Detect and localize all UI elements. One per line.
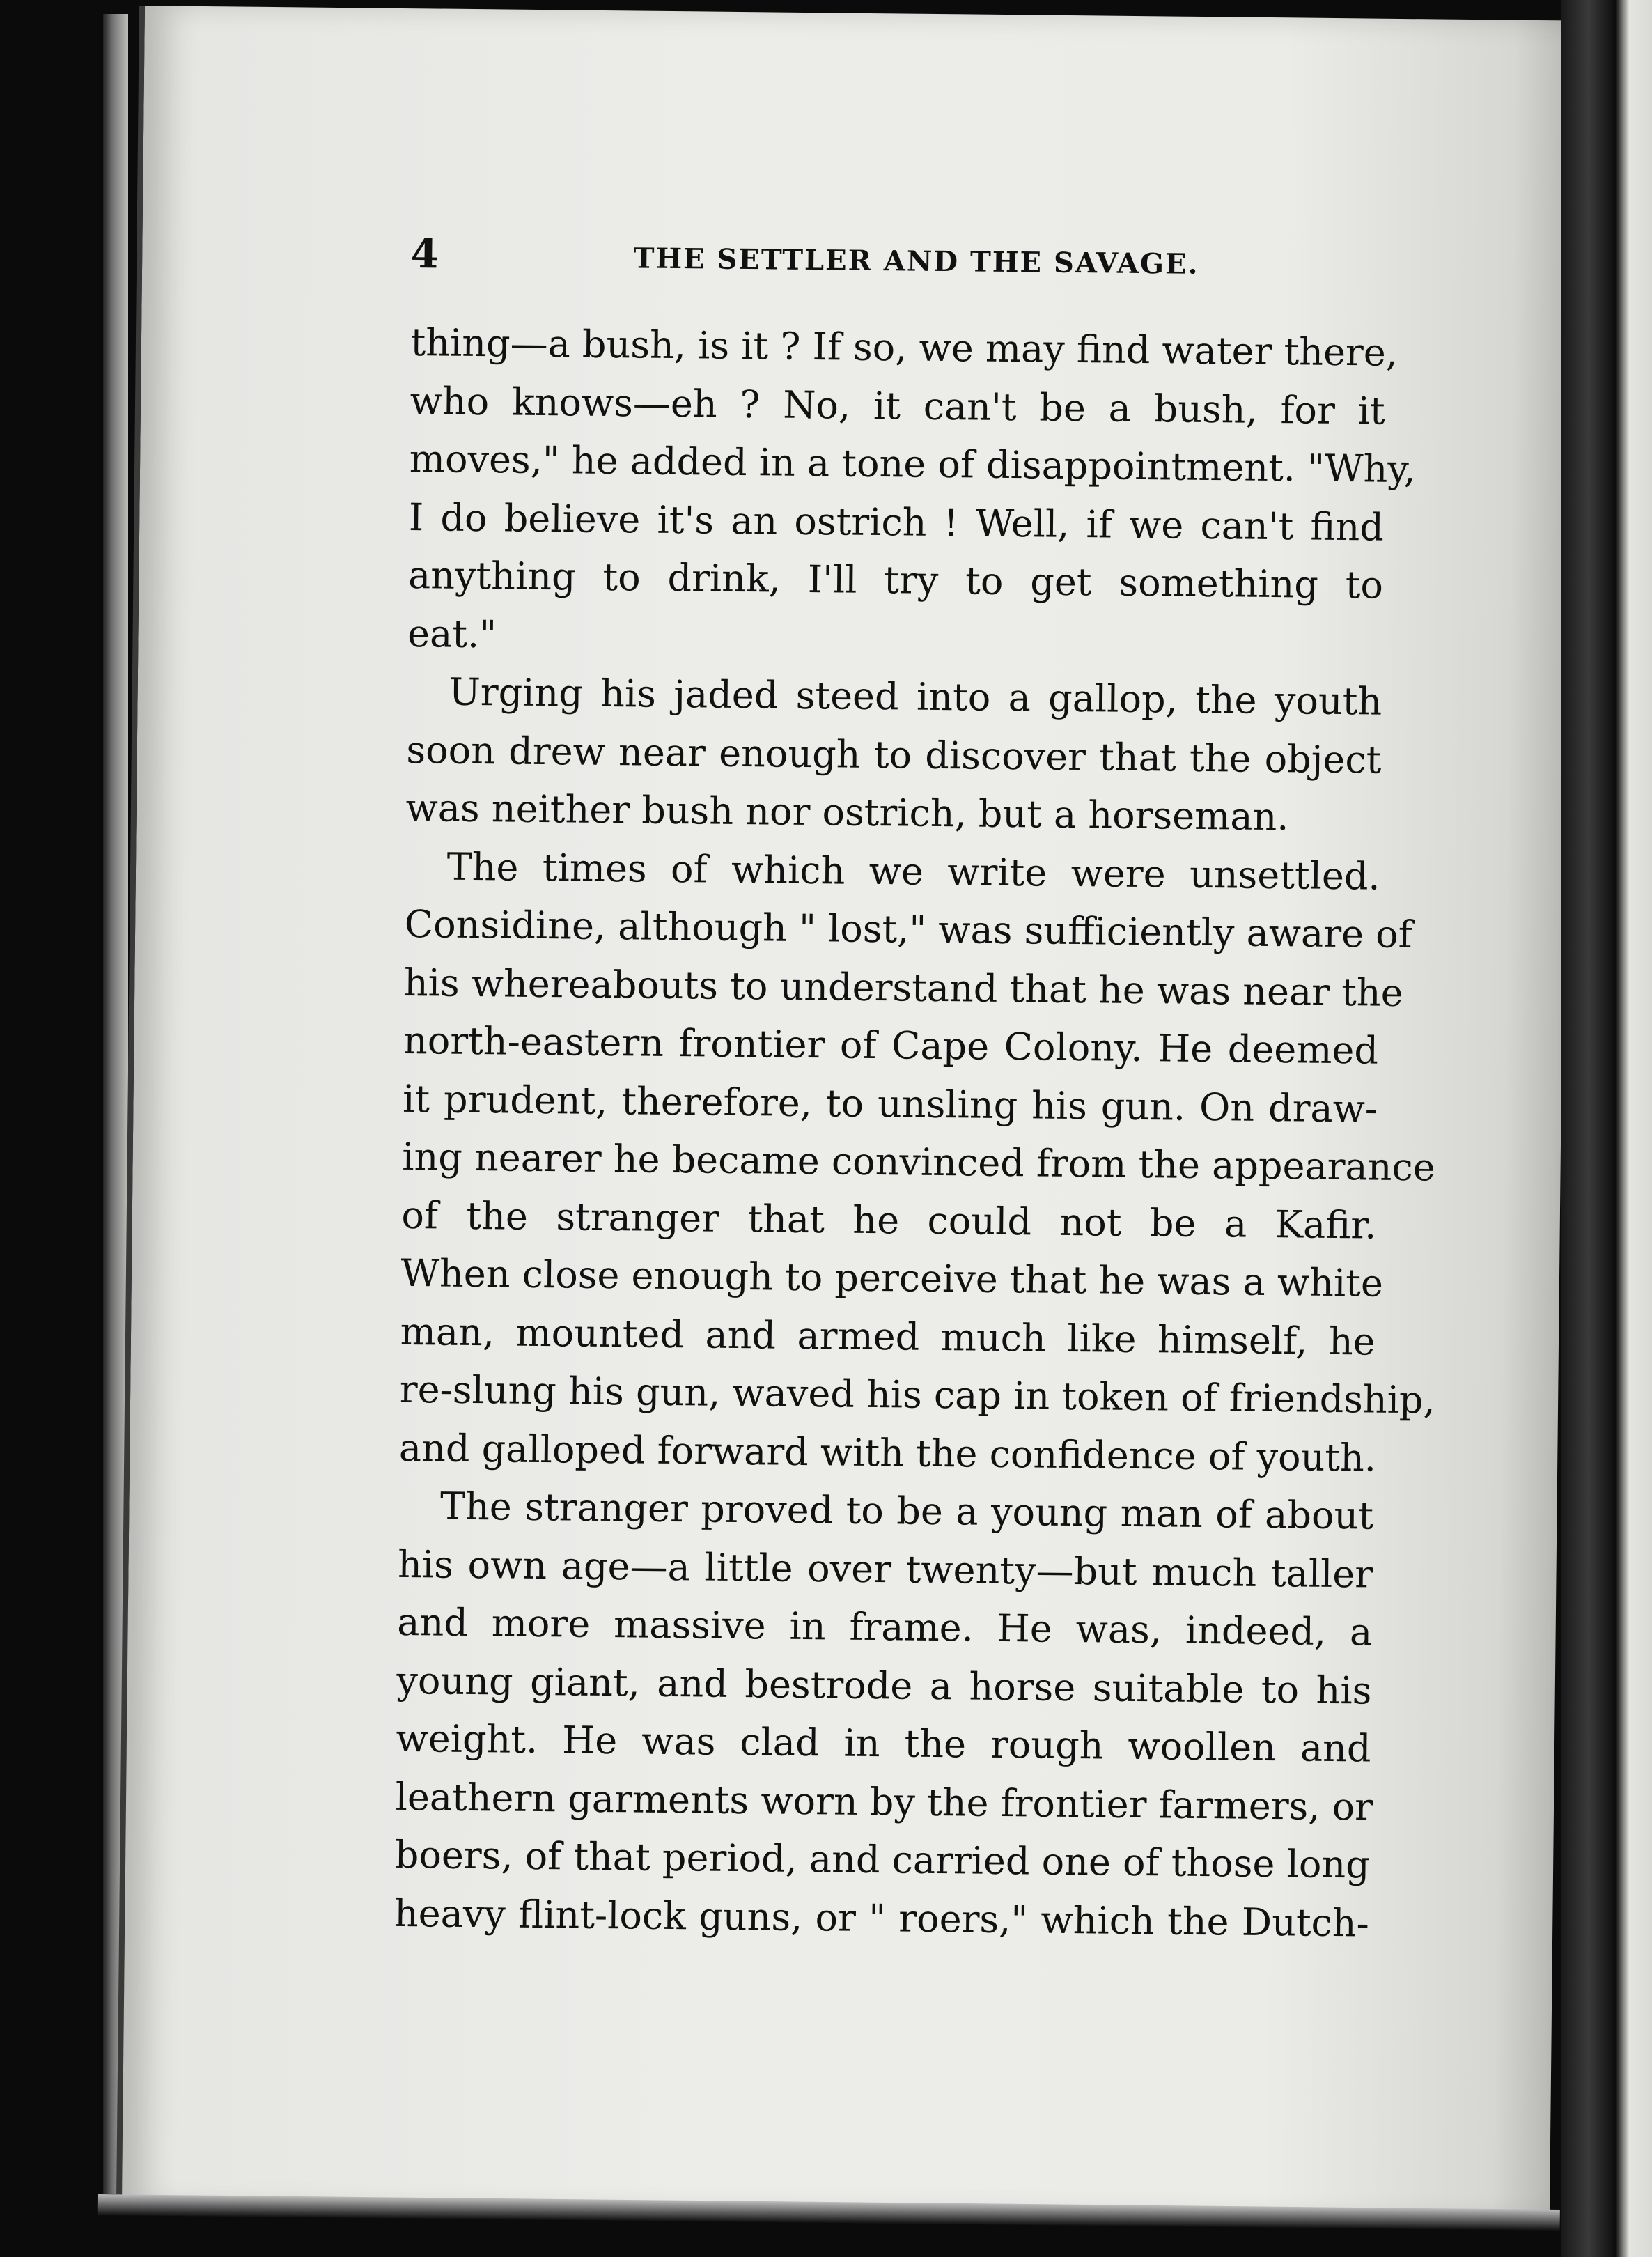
text-line: anything to drink, I'll try to get something to (407, 552, 1384, 607)
text-line: soon drew near enough to discover that the object (406, 727, 1382, 782)
text-line: ing nearer he became convinced from the appearance (401, 1134, 1435, 1190)
text-line: The stranger proved to be a young man of about (439, 1484, 1374, 1538)
text-line: The times of which we write were unsettled. (446, 844, 1380, 899)
text-line: boers, of that period, and carried one of those long (394, 1832, 1371, 1887)
text-line: re-slung his gun, waved his cap in token of friendship, (399, 1367, 1436, 1422)
text-line: When close enough to perceive that he was a white (400, 1250, 1384, 1305)
text-line: his own age—a little over twenty—but much taller (397, 1542, 1373, 1597)
text-line: who knows—eh ? No, it can't be a bush, for it (410, 378, 1385, 433)
text-line: and more massive in frame. He was, indeed, a (396, 1599, 1373, 1654)
text-line: thing—a bush, is it ? If so, we may find water there, (410, 320, 1398, 375)
text-line: Urging his jaded steed into a gallop, the youth (448, 669, 1382, 724)
text-line: Considine, although " lost," was sufficiently aware of (404, 901, 1413, 957)
body-text (393, 313, 1436, 1953)
text-line: of the stranger that he could not be a Kafir. (401, 1193, 1377, 1248)
text-line: north-eastern frontier of Cape Colony. He deemed (403, 1018, 1379, 1073)
text-line: weight. He was clad in the rough woollen and (396, 1716, 1371, 1771)
text-line: and galloped forward with the confidence of youth. (398, 1425, 1377, 1480)
page-number: 4 (410, 230, 439, 278)
text-line: leathern garments worn by the frontier farmers, or (395, 1774, 1373, 1829)
text-line: moves," he added in a tone of disappointment. "Why, (409, 436, 1417, 492)
text-line: his whereabouts to understand that he was near the (403, 960, 1403, 1015)
text-line: was neither bush nor ostrich, but a horseman. (405, 785, 1289, 839)
text-line: it prudent, therefore, to unsling his gun. On draw- (402, 1076, 1378, 1131)
running-title: THE SETTLER AND THE SAVAGE. (633, 242, 1199, 281)
text-line: eat." (407, 611, 497, 656)
text-line: young giant, and bestrode a horse suitable to his (396, 1658, 1372, 1713)
text-line: I do believe it's an ostrich ! Well, if we can't find (408, 495, 1385, 550)
text-line: man, mounted and armed much like himself, he (400, 1309, 1376, 1364)
book-binding-edge (1561, 0, 1652, 2257)
text-line: heavy flint-lock guns, or " roers," which the Dutch- (393, 1891, 1370, 1946)
